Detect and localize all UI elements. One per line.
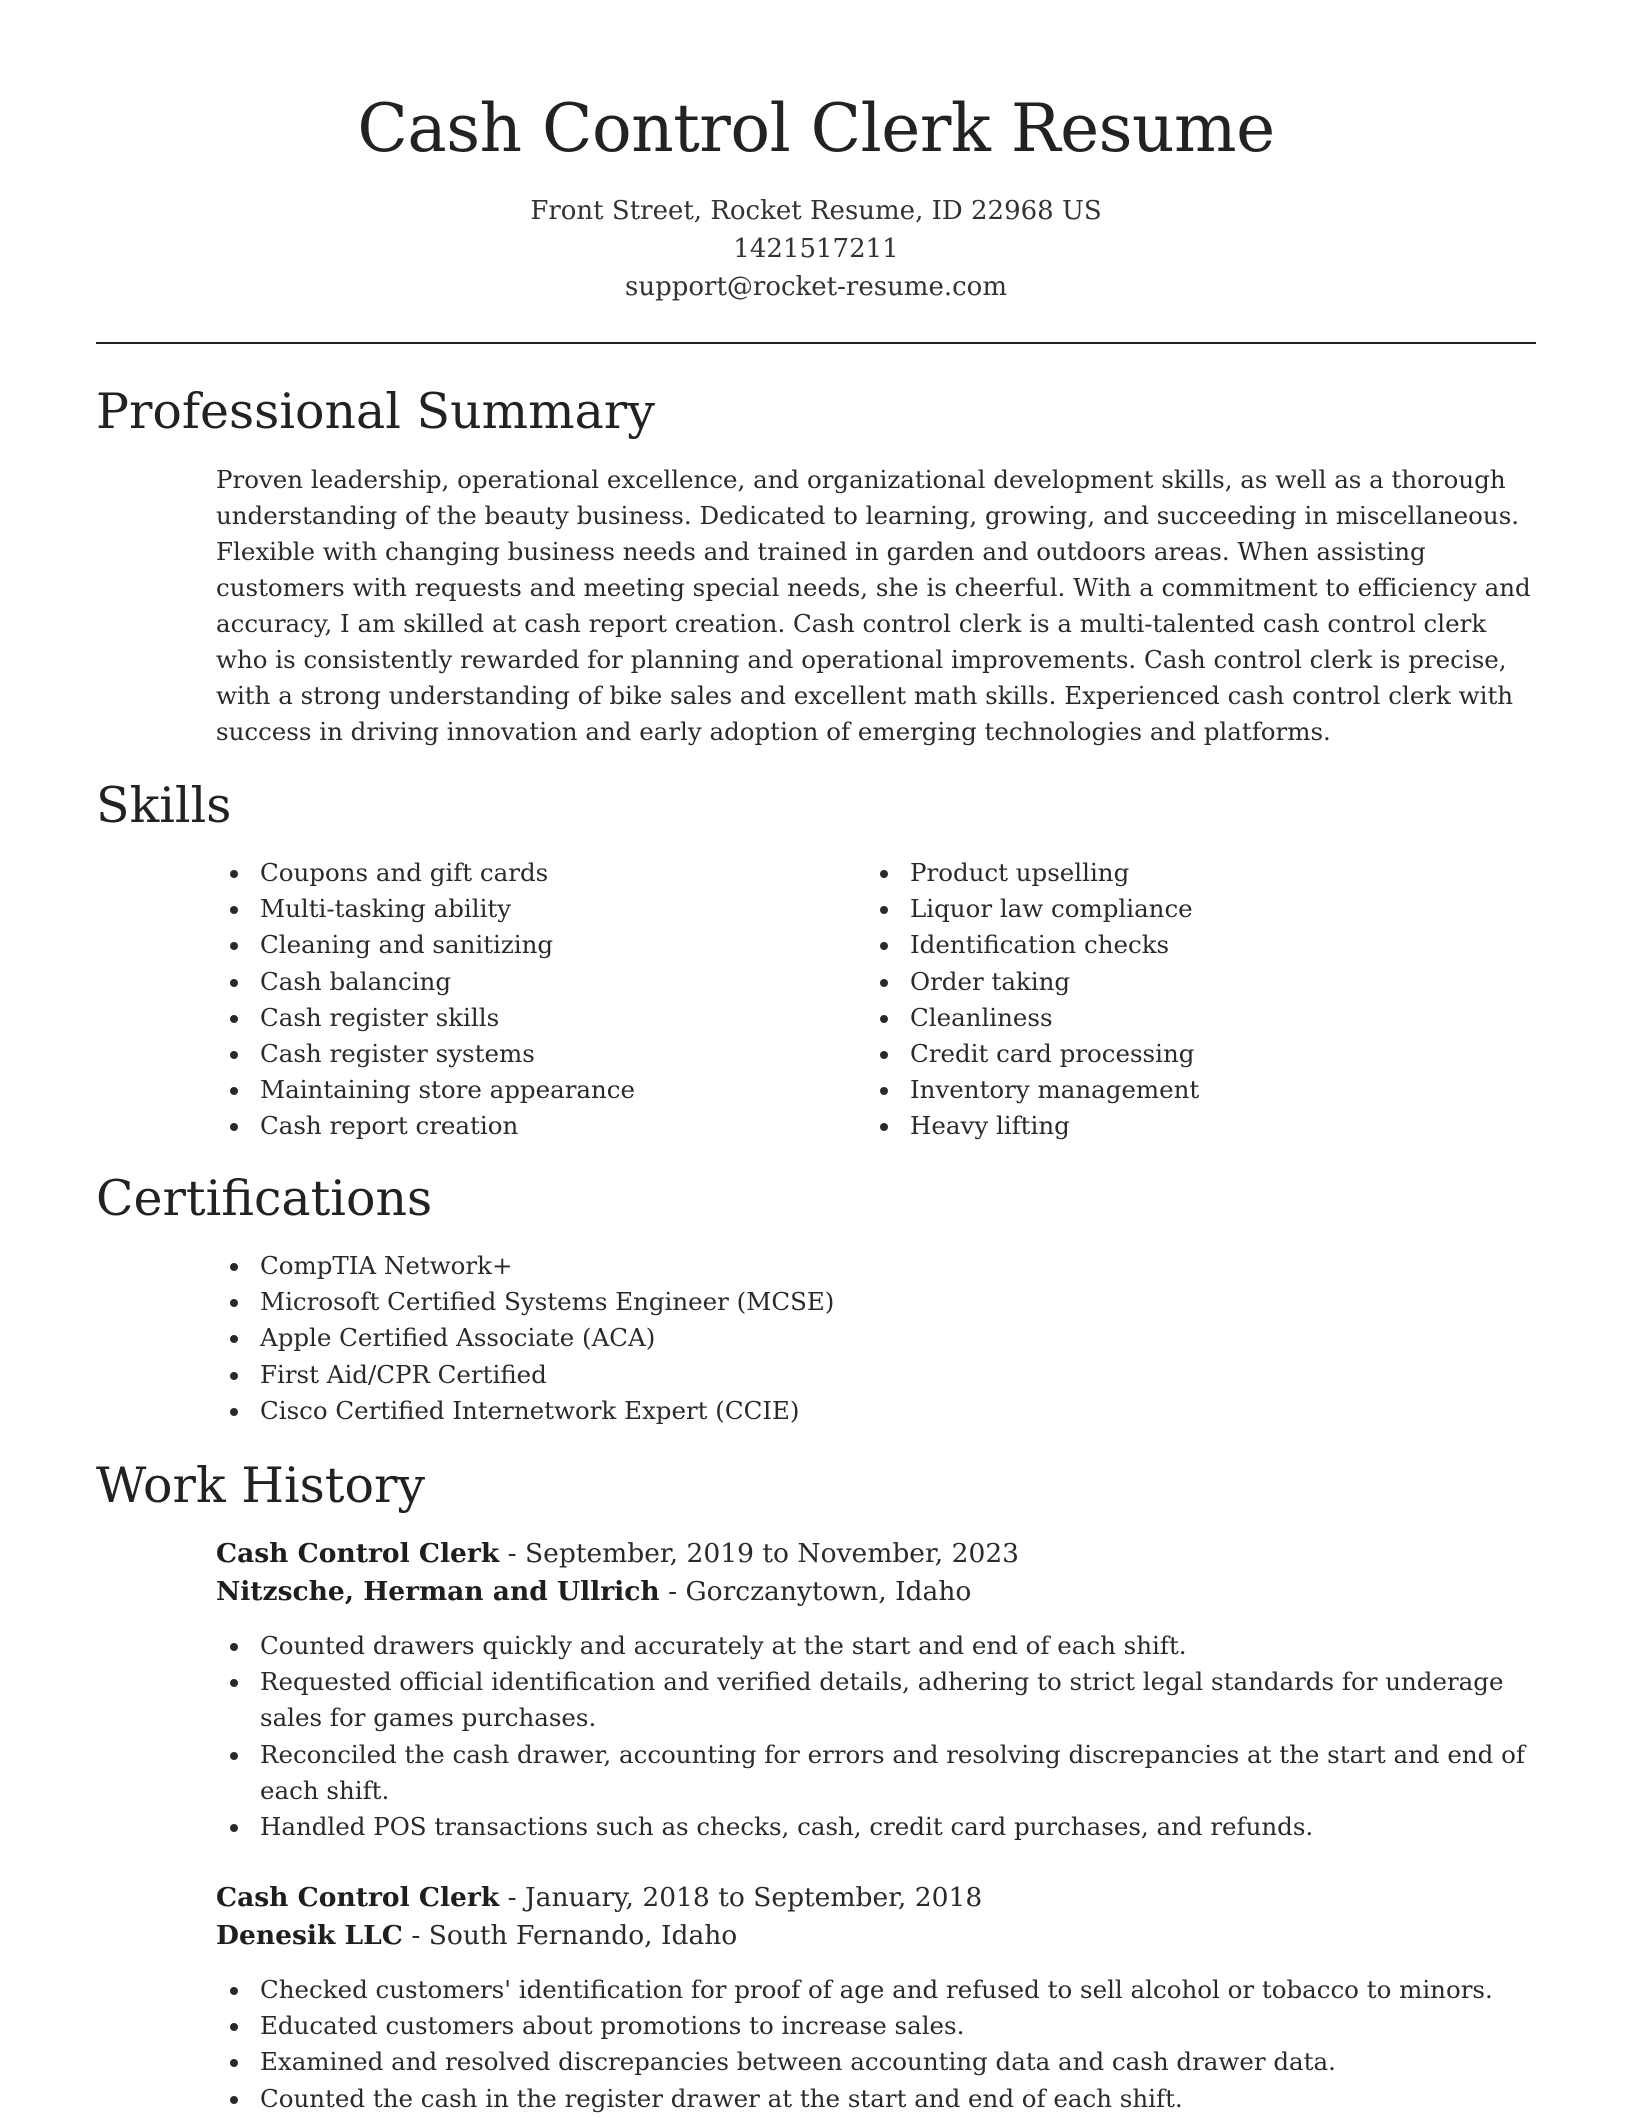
- summary-text: Proven leadership, operational excellence, and organizational development skills, as well as a thorough understanding of the beauty business. Dedicated to learning, growing, and succeeding in miscellaneous. Flexible with changing business needs and trained in garden and outdoors areas. When assisting customers with requests and meeting special needs, she is cheerful. With a commitment to efficiency and accuracy, I am skilled at cash report creation. Cash control clerk is a multi-talented cash control clerk who is consistently rewarded for planning and operational improvements. Cash control clerk is precise, with a strong understanding of bike sales and excellent math skills. Experienced cash control clerk with success in driving innovation and early adoption of emerging technologies and platforms.: [216, 465, 1531, 746]
- job-dates: - September, 2019 to November, 2023: [499, 1538, 1020, 1569]
- job-location: - South Fernando, Idaho: [402, 1920, 738, 1951]
- job-duties-list: [216, 1972, 1536, 2117]
- list-item: Cash register systems: [216, 1036, 836, 1072]
- bullet-icon: [230, 1015, 238, 1023]
- bullet-icon: [230, 2096, 238, 2104]
- contact-email[interactable]: support@rocket-resume.com: [624, 272, 1007, 302]
- bullet-icon: [230, 1987, 238, 1995]
- contact-phone: 1421517211: [733, 234, 899, 264]
- bullet-icon: [880, 1015, 888, 1023]
- list-item: Cleaning and sanitizing: [216, 927, 836, 963]
- bullet-icon: [230, 2059, 238, 2067]
- list-item: Multi-tasking ability: [216, 891, 836, 927]
- bullet-icon: [880, 979, 888, 987]
- list-item: First Aid/CPR Certified: [216, 1357, 1536, 1393]
- bullet-icon: [880, 870, 888, 878]
- list-item: Identification checks: [866, 927, 1486, 963]
- list-item: Credit card processing: [866, 1036, 1486, 1072]
- list-item: CompTIA Network+: [216, 1248, 1536, 1284]
- header-divider: [96, 342, 1536, 344]
- list-item: Educated customers about promotions to increase sales.: [216, 2008, 1536, 2044]
- work-history-heading: Work History: [96, 1457, 426, 1514]
- skills-list-right: [866, 855, 1486, 1145]
- bullet-icon: [230, 1643, 238, 1651]
- bullet-icon: [230, 1123, 238, 1131]
- bullet-icon: [230, 1824, 238, 1832]
- certifications-heading: Certifications: [96, 1170, 433, 1227]
- list-item: Counted drawers quickly and accurately at the start and end of each shift.: [216, 1628, 1536, 1664]
- bullet-icon: [230, 906, 238, 914]
- bullet-icon: [230, 1051, 238, 1059]
- list-item: Microsoft Certified Systems Engineer (MCSE): [216, 1284, 1536, 1320]
- job-company-line: [216, 1917, 737, 1955]
- bullet-icon: [230, 942, 238, 950]
- list-item: Inventory management: [866, 1072, 1486, 1108]
- job-title-line: [216, 1535, 1019, 1573]
- bullet-icon: [230, 1752, 238, 1760]
- list-item: Cleanliness: [866, 1000, 1486, 1036]
- bullet-icon: [230, 1372, 238, 1380]
- summary-heading: Professional Summary: [96, 383, 655, 440]
- skills-list-left: [216, 855, 836, 1145]
- list-item: Liquor law compliance: [866, 891, 1486, 927]
- list-item: Apple Certified Associate (ACA): [216, 1320, 1536, 1356]
- list-item: Order taking: [866, 964, 1486, 1000]
- list-item: Heavy lifting: [866, 1108, 1486, 1144]
- job-company: Denesik LLC: [216, 1920, 403, 1951]
- bullet-icon: [230, 1087, 238, 1095]
- job-location: - Gorczanytown, Idaho: [659, 1576, 972, 1607]
- contact-block: [0, 192, 1632, 306]
- bullet-icon: [880, 906, 888, 914]
- job-title-line: [216, 1879, 982, 1917]
- bullet-icon: [880, 942, 888, 950]
- bullet-icon: [230, 1335, 238, 1343]
- resume-title: Cash Control Clerk Resume: [357, 90, 1275, 167]
- skills-heading: Skills: [96, 777, 232, 834]
- bullet-icon: [230, 1263, 238, 1271]
- bullet-icon: [880, 1087, 888, 1095]
- list-item: Cash report creation: [216, 1108, 836, 1144]
- job-title: Cash Control Clerk: [216, 1538, 500, 1569]
- bullet-icon: [230, 870, 238, 878]
- list-item: Product upselling: [866, 855, 1486, 891]
- job-company: Nitzsche, Herman and Ullrich: [216, 1576, 660, 1607]
- bullet-icon: [230, 979, 238, 987]
- job-company-line: [216, 1573, 971, 1611]
- list-item: Checked customers' identification for proof of age and refused to sell alcohol or tobacco to minors.: [216, 1972, 1536, 2008]
- list-item: Maintaining store appearance: [216, 1072, 836, 1108]
- contact-address: Front Street, Rocket Resume, ID 22968 US: [530, 196, 1102, 226]
- bullet-icon: [230, 2023, 238, 2031]
- bullet-icon: [230, 1408, 238, 1416]
- list-item: Coupons and gift cards: [216, 855, 836, 891]
- job-duties-list: [216, 1628, 1536, 1845]
- list-item: Cash balancing: [216, 964, 836, 1000]
- job-title: Cash Control Clerk: [216, 1882, 500, 1913]
- list-item: Cash register skills: [216, 1000, 836, 1036]
- bullet-icon: [230, 1299, 238, 1307]
- job-dates: - January, 2018 to September, 2018: [499, 1882, 983, 1913]
- bullet-icon: [880, 1051, 888, 1059]
- list-item: Cisco Certified Internetwork Expert (CCIE): [216, 1393, 1536, 1429]
- certifications-list: [216, 1248, 1536, 1429]
- bullet-icon: [880, 1123, 888, 1131]
- list-item: Reconciled the cash drawer, accounting for errors and resolving discrepancies at the start and end of each shift.: [216, 1737, 1536, 1809]
- list-item: Handled POS transactions such as checks, cash, credit card purchases, and refunds.: [216, 1809, 1536, 1845]
- bullet-icon: [230, 1679, 238, 1687]
- list-item: Examined and resolved discrepancies between accounting data and cash drawer data.: [216, 2044, 1536, 2080]
- list-item: Counted the cash in the register drawer at the start and end of each shift.: [216, 2081, 1536, 2117]
- list-item: Requested official identification and verified details, adhering to strict legal standards for underage sales for games purchases.: [216, 1664, 1536, 1736]
